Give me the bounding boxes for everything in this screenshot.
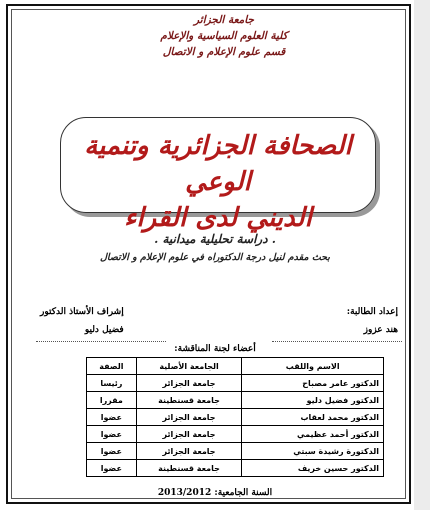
member-university: جامعة قسنطينة (136, 392, 242, 409)
table-row (87, 392, 384, 409)
supervisor-name: فضيل دليو (84, 325, 124, 335)
member-university: جامعة قسنطينة (136, 460, 242, 477)
column-header: الجامعة الأصلية (136, 358, 242, 375)
institution-header (114, 12, 334, 60)
member-role: مقررا (87, 392, 137, 409)
member-role: عضوا (87, 426, 137, 443)
member-role: عضوا (87, 443, 137, 460)
member-university: جامعة الجزائر (136, 426, 242, 443)
member-university: جامعة الجزائر (136, 443, 242, 460)
member-university: جامعة الجزائر (136, 409, 242, 426)
table-row (87, 409, 384, 426)
divider-right (272, 341, 402, 342)
column-header: الاسم واللقب (242, 358, 384, 375)
university-name: جامعة الجزائر (194, 14, 254, 26)
member-name: الدكتور حسين خريف (242, 460, 384, 477)
thesis-title-box (60, 117, 376, 233)
member-university: جامعة الجزائر (136, 375, 242, 392)
thesis-title-line-2: الديني لدى القراء (124, 203, 312, 233)
member-role: رئيسا (87, 375, 137, 392)
prepared-by (347, 307, 398, 335)
study-type: . دراسة تحليلية ميدانية . (154, 232, 276, 246)
member-role: عضوا (87, 460, 137, 477)
member-name: الدكتور محمد لعقاب (242, 409, 384, 426)
faculty-name: كلية العلوم السياسية والإعلام (160, 30, 288, 42)
table-row (87, 375, 384, 392)
student-name: هند عزوز (363, 325, 398, 335)
viewer-scroll-strip (414, 0, 430, 510)
prepared-by-label: إعداد الطالبة: (346, 307, 398, 317)
column-header: الصفة (87, 358, 137, 375)
table-row (87, 443, 384, 460)
member-name: الدكتور فضيل دليو (242, 392, 384, 409)
member-role: عضوا (87, 409, 137, 426)
committee-heading: أعضاء لجنة المناقشة: (174, 344, 256, 354)
member-name: الدكتور أحمد عظيمي (242, 426, 384, 443)
academic-year: السنة الجامعية: 2013/2012 (157, 488, 273, 498)
research-note: بحث مقدم لنيل درجة الدكتوراه في علوم الإعلام و الاتصال (100, 252, 330, 263)
supervisor (40, 307, 124, 335)
divider-left (36, 341, 166, 342)
table-header-row (87, 358, 384, 375)
department-name: قسم علوم الإعلام و الاتصال (162, 46, 286, 58)
supervisor-label: إشراف الأستاذ الدكتور (40, 307, 124, 317)
member-name: الدكتور عامر مصباح (242, 375, 384, 392)
committee-table (86, 357, 384, 477)
thesis-title-line-1: الصحافة الجزائرية وتنمية الوعي (84, 131, 352, 197)
table-row (87, 426, 384, 443)
table-row (87, 460, 384, 477)
member-name: الدكتورة رشيدة سبتي (242, 443, 384, 460)
